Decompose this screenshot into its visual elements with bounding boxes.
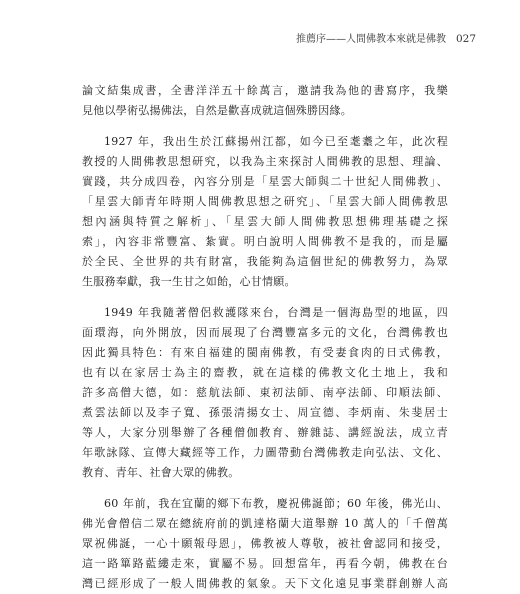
text-line: 索」，內容非常豐富、紮實。明白說明人間佛教不是我的，而是屬	[82, 235, 448, 248]
running-title: 推薦序——人間佛教本來就是佛教	[295, 34, 446, 45]
text-line: 論文結集成書，全書洋洋五十餘萬言，邀請我為他的書寫序，我樂	[82, 84, 448, 97]
text-line: 教授的人間佛教思想研究，以我為主來探討人間佛教的思想、理論、	[82, 155, 448, 168]
text-line: 面環海，向外開放，因而展現了台灣豐富多元的文化，台灣佛教也	[82, 326, 448, 339]
text-line: 眾祝佛誕，一心十願報母恩」，佛教被人尊敬，被社會認同和接受，	[82, 537, 448, 550]
text-line: 於全民、全世界的共有財富，我能夠為這個世紀的佛教努力，為眾	[82, 255, 448, 268]
text-line: 因此獨具特色：有來自福建的閩南佛教，有受妻食肉的日式佛教，	[82, 346, 448, 359]
text-line: 也有以在家居士為主的齋教，就在這樣的佛教文化土地上，我和	[82, 366, 448, 379]
page-number: 027	[455, 33, 476, 45]
text-line: 生服務奉獻，我一生甘之如飴，心甘情願。	[82, 275, 296, 288]
text-line: 1927 年，我出生於江蘇揚州江都，如今已至耄耋之年，此次程	[104, 135, 448, 148]
paragraph	[82, 81, 448, 121]
paragraph	[82, 303, 448, 483]
text-line: 等人，大家分別舉辦了各種僧伽教育、辦雜誌、講經說法，成立青	[82, 426, 448, 439]
text-line: 煮雲法師以及李子寬、孫張清揚女士、周宣德、李炳南、朱斐居士	[82, 406, 448, 419]
text-line: 「星雲大師青年時期人間佛教思想之研究」、「星雲大師人間佛教思	[82, 195, 448, 208]
text-line: 實踐，共分成四卷，內容分別是「星雲大師與二十世紀人間佛教」、	[82, 175, 448, 188]
text-line: 60 年前，我在宜蘭的鄉下布教，慶祝佛誕節；60 年後，佛光山、	[104, 497, 448, 510]
text-line: 許多高僧大德，如：慈航法師、東初法師、南亭法師、印順法師、	[82, 386, 448, 399]
text-line: 1949 年我隨著僧侶救護隊來台，台灣是一個海島型的地區，四	[104, 306, 448, 319]
text-line: 灣已經形成了一般人間佛教的氣象。天下文化遠見事業群創辦人高	[82, 577, 448, 590]
text-line: 這一路篳路藍縷走來，實屬不易。回想當年，再看今朝，佛教在台	[82, 557, 448, 570]
text-line: 佛光會僧信二眾在總統府前的凱達格蘭大道舉辦 10 萬人的「千僧萬	[82, 517, 448, 530]
text-line: 見他以學術弘揚佛法，自然是歡喜成就這個殊勝因緣。	[82, 104, 352, 117]
text-line: 年歌詠隊、宣傳大藏經等工作，力圖帶動台灣佛教走向弘法、文化、	[82, 446, 448, 459]
running-header	[296, 30, 476, 45]
paragraph	[82, 494, 448, 594]
text-line: 教育、青年、社會大眾的佛教。	[82, 466, 240, 479]
paragraph	[82, 132, 448, 292]
body-text	[82, 81, 448, 594]
text-line: 想內涵與特質之解析」、「星雲大師人間佛教思想佛理基礎之探	[82, 215, 448, 228]
